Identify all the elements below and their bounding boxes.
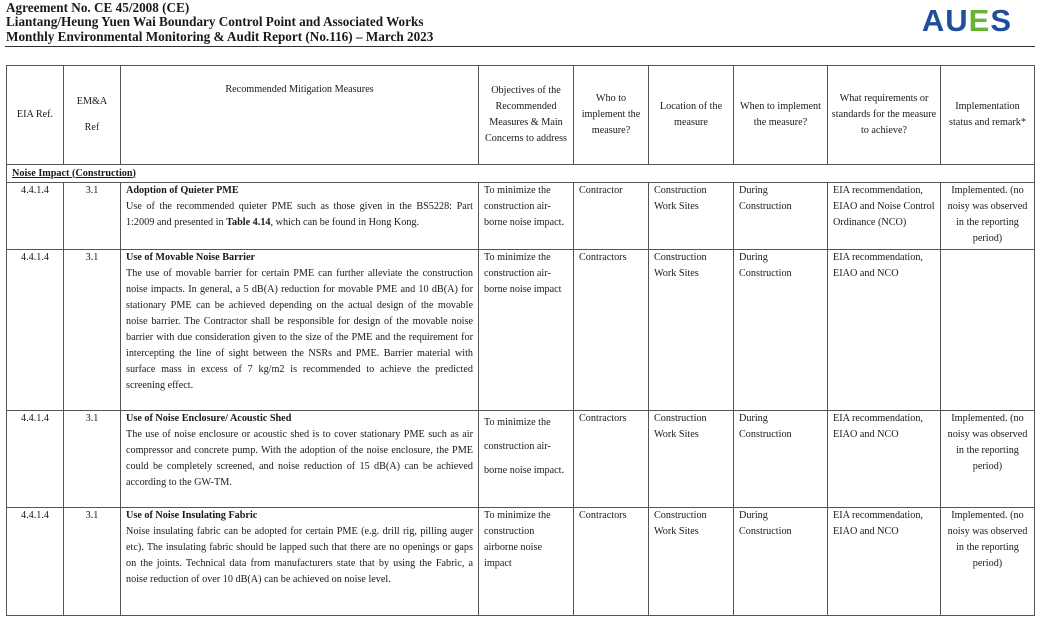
- header-when: When to implement the measure?: [734, 66, 828, 165]
- status-cell: Implemented. (no noisy was observed in the reporting period): [941, 508, 1035, 616]
- header-eia-ref: EIA Ref.: [7, 66, 64, 165]
- measure-title: Adoption of Quieter PME: [126, 185, 239, 196]
- status-cell: [941, 250, 1035, 411]
- objective-cell: To minimize the construction air-borne noise impact: [479, 250, 574, 411]
- measure-body: Noise insulating fabric can be adopted for certain PME (e.g. drill rig, pilling auger etc). The insulating fabric should be lapped such that there are no openings or gaps on the joints. Technical data from manufacturers state that by using the Fabric, a noise reduction of over 10 dB(A) can be achieved on noise level.: [126, 526, 473, 585]
- report-title: Monthly Environmental Monitoring & Audit Report (No.116) – March 2023: [6, 28, 434, 44]
- measure-title: Use of Noise Insulating Fabric: [126, 510, 258, 521]
- measure-body: The use of noise enclosure or acoustic shed is to cover stationary PME such as air compressor and concrete pump. With the adoption of the noise enclosure, the PME could be completely screened, and noise reduction of 15 dB(A) can be achieved according to the GW-TM.: [126, 429, 473, 488]
- ema-ref-cell: 3.1: [64, 411, 121, 508]
- eia-ref-cell: 4.4.1.4: [7, 411, 64, 508]
- table-row: [7, 508, 1035, 616]
- measure-cell: [121, 250, 479, 411]
- location-cell: Construction Work Sites: [649, 183, 734, 250]
- report-header-text: [6, 1, 433, 44]
- when-cell: During Construction: [734, 508, 828, 616]
- ema-ref-cell: 3.1: [64, 508, 121, 616]
- table-row: [7, 183, 1035, 250]
- header-location: Location of the measure: [649, 66, 734, 165]
- table-row: [7, 250, 1035, 411]
- measure-title: Use of Noise Enclosure/ Acoustic Shed: [126, 413, 292, 424]
- eia-ref-cell: 4.4.1.4: [7, 250, 64, 411]
- eia-ref-cell: 4.4.1.4: [7, 508, 64, 616]
- measure-body: The use of movable barrier for certain PME can further alleviate the construction noise impacts. In general, a 5 dB(A) reduction for movable PME and 10 dB(A) for stationary PME can be achieved depending on the actual design of the movable noise barrier. The Contractor shall be responsible for design of the movable noise barrier with due consideration given to the size of the PME and the requirement for intercepting the line of sight between the NSRs and PME. Barrier material with surface mass in excess of 7 kg/m2 is recommended to achieve the predicted screening effect.: [126, 268, 473, 391]
- section-row: [7, 165, 1035, 183]
- report-header: [6, 1, 1034, 45]
- requirements-cell: EIA recommendation, EIAO and Noise Control Ordinance (NCO): [828, 183, 941, 250]
- objective-cell: To minimize the construction air-borne noise impact.: [479, 411, 574, 508]
- who-cell: Contractors: [574, 508, 649, 616]
- objective-cell: To minimize the construction airborne noise impact: [479, 508, 574, 616]
- ema-ref-cell: 3.1: [64, 250, 121, 411]
- when-cell: During Construction: [734, 183, 828, 250]
- measure-title: Use of Movable Noise Barrier: [126, 252, 256, 263]
- table-header-row: [7, 66, 1035, 165]
- who-cell: Contractors: [574, 411, 649, 508]
- table-row: [7, 411, 1035, 508]
- mitigation-measures-table: [6, 65, 1035, 616]
- ema-ref-cell: 3.1: [64, 183, 121, 250]
- requirements-cell: EIA recommendation, EIAO and NCO: [828, 508, 941, 616]
- status-cell: Implemented. (no noisy was observed in the reporting period): [941, 183, 1035, 250]
- location-cell: Construction Work Sites: [649, 250, 734, 411]
- requirements-cell: EIA recommendation, EIAO and NCO: [828, 250, 941, 411]
- who-cell: Contractor: [574, 183, 649, 250]
- measure-cell: [121, 508, 479, 616]
- header-objectives: Objectives of the Recommended Measures & Main Concerns to address: [479, 66, 574, 165]
- who-cell: Contractors: [574, 250, 649, 411]
- measure-cell: [121, 183, 479, 250]
- objective-cell: To minimize the construction air-borne noise impact.: [479, 183, 574, 250]
- header-requirements: What requirements or standards for the measure to achieve?: [828, 66, 941, 165]
- eia-ref-cell: 4.4.1.4: [7, 183, 64, 250]
- location-cell: Construction Work Sites: [649, 411, 734, 508]
- when-cell: During Construction: [734, 250, 828, 411]
- status-cell: Implemented. (no noisy was observed in the reporting period): [941, 411, 1035, 508]
- measure-cell: [121, 411, 479, 508]
- location-cell: Construction Work Sites: [649, 508, 734, 616]
- requirements-cell: EIA recommendation, EIAO and NCO: [828, 411, 941, 508]
- agreement-number: Agreement No. CE 45/2008 (CE): [6, 0, 190, 15]
- header-divider: [5, 46, 1035, 47]
- aues-logo: AUES: [921, 3, 1012, 38]
- project-title: Liantang/Heung Yuen Wai Boundary Control Point and Associated Works: [6, 14, 424, 30]
- header-status: Implementation status and remark*: [941, 66, 1035, 165]
- measure-body: Use of the recommended quieter PME such as those given in the BS5228: Part 1:2009 and presented in Table 4.14, which can be found in Hong Kong.: [126, 201, 473, 228]
- header-who: Who to implement the measure?: [574, 66, 649, 165]
- header-measures: Recommended Mitigation Measures: [121, 66, 479, 165]
- section-label: Noise Impact (Construction): [7, 165, 1035, 183]
- header-ema-ref: EM&A Ref: [64, 66, 121, 165]
- when-cell: During Construction: [734, 411, 828, 508]
